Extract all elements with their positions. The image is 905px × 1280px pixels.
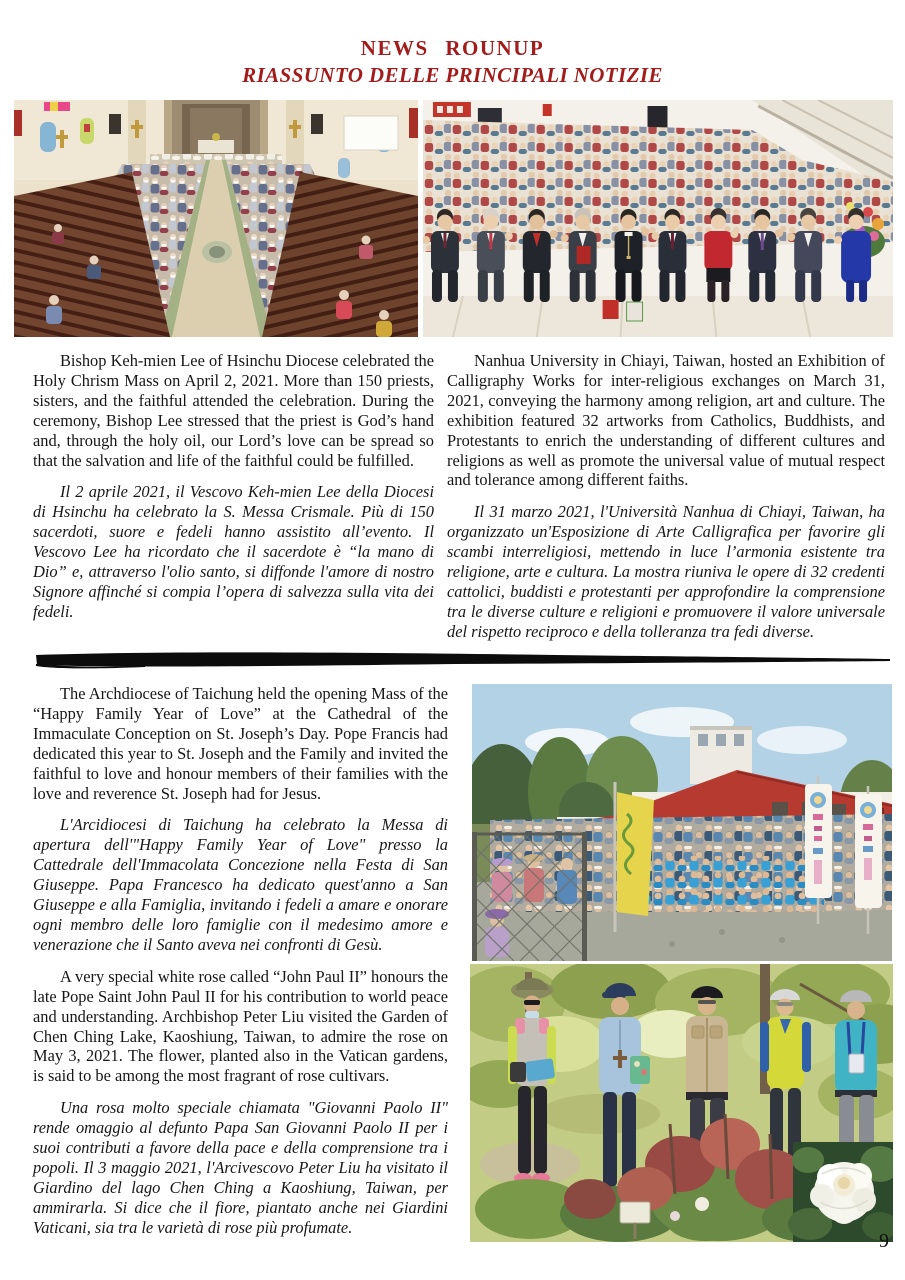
page-title: NEWS ROUNUP [360, 36, 545, 60]
section-bottom-articles [33, 684, 893, 1250]
photo-chrism-mass-church [14, 100, 418, 337]
article-rose-en: A very special white rose called “John Paul II” honours the late Pope Saint John Paul II for his contribution to world peace and understanding. Archbishop Peter Liu visited the Garden of Chen Ching Lake, Kaoshiung, Taiwan, to admire the rose on May 3, 2021. The flower, planted also in the Vatican gardens, is said to be among the most fragrant of rose cultivars. [33, 966, 448, 1086]
page-header [0, 36, 905, 88]
brush-stroke-divider [35, 651, 891, 669]
white-rose-inset [788, 1142, 893, 1242]
article-calligraphy-it: Il 31 marzo 2021, l'Università Nanhua di Chiayi, Taiwan, ha organizzato un'Esposizione di Arte Calligrafica per favorire gli scambi interreligiosi, mettendo in luce l’armonia esistente tra religione, arte e cultura. La mostra riuniva le opere di 32 credenti cattolici, buddisti e protestanti per approfondire la comprensione tra le diverse culture e religioni e promuovere il valore universale del rispetto reciproco e della tolleranza tra fedi diverse. [447, 502, 885, 641]
article-taichung-en: The Archdiocese of Taichung held the opening Mass of the “Happy Family Year of Love” at the Cathedral of the Immaculate Conception on St. Joseph’s Day. Pope Francis had dedicated this year to St. Joseph and the Family and invited the faithful to love and honour members of their families with the love and reverence St. Joseph had for Jesus. [33, 684, 448, 803]
article-chrism-mass-en: Bishop Keh-mien Lee of Hsinchu Diocese celebrated the Holy Chrism Mass on April 2, 2021. More than 150 priests, sisters, and the faithful attended the celebration. During the ceremony, Bishop Lee stressed that the priest is God’s hand and, through the holy oil, our Lord’s love can be spread so that the salvation and life of the faithful could be fulfilled. [33, 351, 434, 470]
photo-rose-garden-visit [470, 964, 893, 1242]
article-rose-it: Una rosa molto speciale chiamata "Giovanni Paolo II" rende omaggio al defunto Papa San Giovanni Paolo II per i suoi contributi a favore della pace e della comprensione tra i popoli. Il 3 maggio 2021, l'Arcivescovo Peter Liu ha visitato il Giardino del lago Chen Ching a Kaoshiung, Taiwan, per ammirarla. Si dice che il fiore, piantato anche nei Giardini Vaticani, sia tra le varietà di rose più profumate. [33, 1098, 448, 1237]
article-calligraphy-en: Nanhua University in Chiayi, Taiwan, hosted an Exhibition of Calligraphy Works for inter-religious exchanges on March 31, 2021, conveying the harmony among religion, art and culture. The exhibition featured 32 artworks from Catholics, Buddhists, and Protestants to enrich the understanding of different cultures and religions as well as promote the universal value of mutual respect and tolerance among different faiths. [447, 351, 885, 490]
article-taichung-it: L'Arcidiocesi di Taichung ha celebrato la Messa di apertura dell'"Happy Family Year of Love" presso la Cattedrale dell'Immacolata Concezione nella Festa di San Giuseppe. Papa Francesco ha dedicato quest'anno a San Giuseppe e alla Famiglia, invitando i fedeli a amare e onorare ogni membro delle loro famiglie con il medesimo amore e venerazione che il Santo aveva nei confronti di Gesù. [33, 815, 448, 954]
bottom-photo-column [470, 684, 893, 1250]
photo-calligraphy-exhibition-group [423, 100, 893, 337]
photo-pilgrimage-group-outdoors [472, 684, 892, 961]
article-chrism-mass-it: Il 2 aprile 2021, il Vescovo Keh-mien Lee della Diocesi di Hsinchu ha celebrato la S. Messa Crismale. Più di 150 sacerdoti, suore e fedeli hanno assistito all’evento. Il Vescovo Lee ha ricordato che il sacerdote è “la mano di Dio” e, attraverso l'olio santo, si diffonde l'amore di nostro Signore affinché si compia l’opera di salvezza sulla vita dei fedeli. [33, 482, 434, 621]
page-subtitle: RIASSUNTO DELLE PRINCIPALI NOTIZIE [242, 63, 663, 87]
page-number: 9 [879, 1230, 889, 1252]
top-photo-row [14, 100, 893, 337]
section-top-articles [33, 351, 885, 654]
